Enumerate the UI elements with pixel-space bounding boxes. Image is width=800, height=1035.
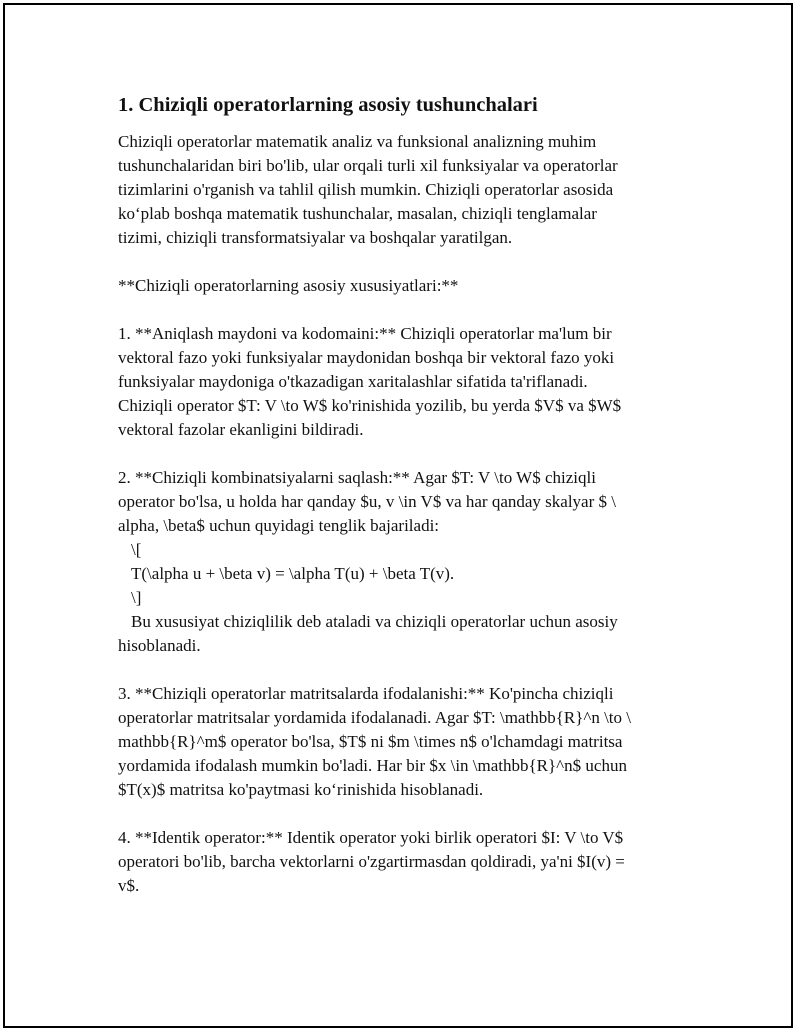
list-item-1 bbox=[118, 322, 678, 442]
text-line: tizimlarini o'rganish va tahlil qilish mumkin. Chiziqli operatorlar asosida bbox=[118, 180, 614, 199]
list-item-3 bbox=[118, 682, 678, 802]
text-line: 1. **Aniqlash maydoni va kodomaini:** Chiziqli operatorlar ma'lum bir bbox=[118, 324, 612, 343]
text-line: vektoral fazolar ekanligini bildiradi. bbox=[118, 420, 364, 439]
text-line: hisoblanadi. bbox=[118, 636, 201, 655]
properties-heading bbox=[118, 274, 678, 298]
formula-line: \[ bbox=[131, 540, 142, 559]
document-body bbox=[118, 92, 678, 922]
text-line: Chiziqli operator $T: V \to W$ ko'rinishida yozilib, bu yerda $V$ va $W$ bbox=[118, 396, 622, 415]
text-line: 4. **Identik operator:** Identik operator yoki birlik operatori $I: V \to V$ bbox=[118, 828, 624, 847]
list-item-2 bbox=[118, 466, 678, 658]
section-heading: 1. Chiziqli operatorlarning asosiy tushunchalari bbox=[118, 94, 538, 116]
text-line: 3. **Chiziqli operatorlar matritsalarda ifodalanishi:** Ko'pincha chiziqli bbox=[118, 684, 614, 703]
text-line: Bu xususiyat chiziqlilik deb ataladi va chiziqli operatorlar uchun asosiy bbox=[131, 612, 618, 631]
formula-line: \] bbox=[131, 588, 142, 607]
text-line: $T(x)$ matritsa ko'paytmasi ko‘rinishida hisoblanadi. bbox=[118, 780, 484, 799]
text-line: 2. **Chiziqli kombinatsiyalarni saqlash:** Agar $T: V \to W$ chiziqli bbox=[118, 468, 596, 487]
list-item-4 bbox=[118, 826, 678, 898]
text-line: alpha, \beta$ uchun quyidagi tenglik bajariladi: bbox=[118, 516, 440, 535]
text-line: vektoral fazo yoki funksiyalar maydonidan boshqa bir vektoral fazo yoki bbox=[118, 348, 615, 367]
text-line: operatorlar matritsalar yordamida ifodalanadi. Agar $T: \mathbb{R}^n \to \ bbox=[118, 708, 631, 727]
intro-paragraph bbox=[118, 130, 678, 250]
text-line: operator bo'lsa, u holda har qanday $u, v \in V$ va har qanday skalyar $ \ bbox=[118, 492, 616, 511]
formula-line: T(\alpha u + \beta v) = \alpha T(u) + \beta T(v). bbox=[131, 564, 455, 583]
text-line: ko‘plab boshqa matematik tushunchalar, masalan, chiziqli tenglamalar bbox=[118, 204, 597, 223]
text-line: mathbb{R}^m$ operator bo'lsa, $T$ ni $m \times n$ o'lchamdagi matritsa bbox=[118, 732, 623, 751]
text-line: **Chiziqli operatorlarning asosiy xususiyatlari:** bbox=[118, 276, 459, 295]
text-line: operatori bo'lib, barcha vektorlarni o'zgartirmasdan qoldiradi, ya'ni $I(v) = bbox=[118, 852, 625, 871]
text-line: funksiyalar maydoniga o'tkazadigan xaritalashlar sifatida ta'riflanadi. bbox=[118, 372, 588, 391]
text-line: tushunchalaridan biri bo'lib, ular orqali turli xil funksiyalar va operatorlar bbox=[118, 156, 618, 175]
text-line: yordamida ifodalash mumkin bo'ladi. Har bir $x \in \mathbb{R}^n$ uchun bbox=[118, 756, 627, 775]
text-line: Chiziqli operatorlar matematik analiz va funksional analizning muhim bbox=[118, 132, 597, 151]
text-line: tizimi, chiziqli transformatsiyalar va boshqalar yaratilgan. bbox=[118, 228, 513, 247]
text-line: v$. bbox=[118, 876, 140, 895]
